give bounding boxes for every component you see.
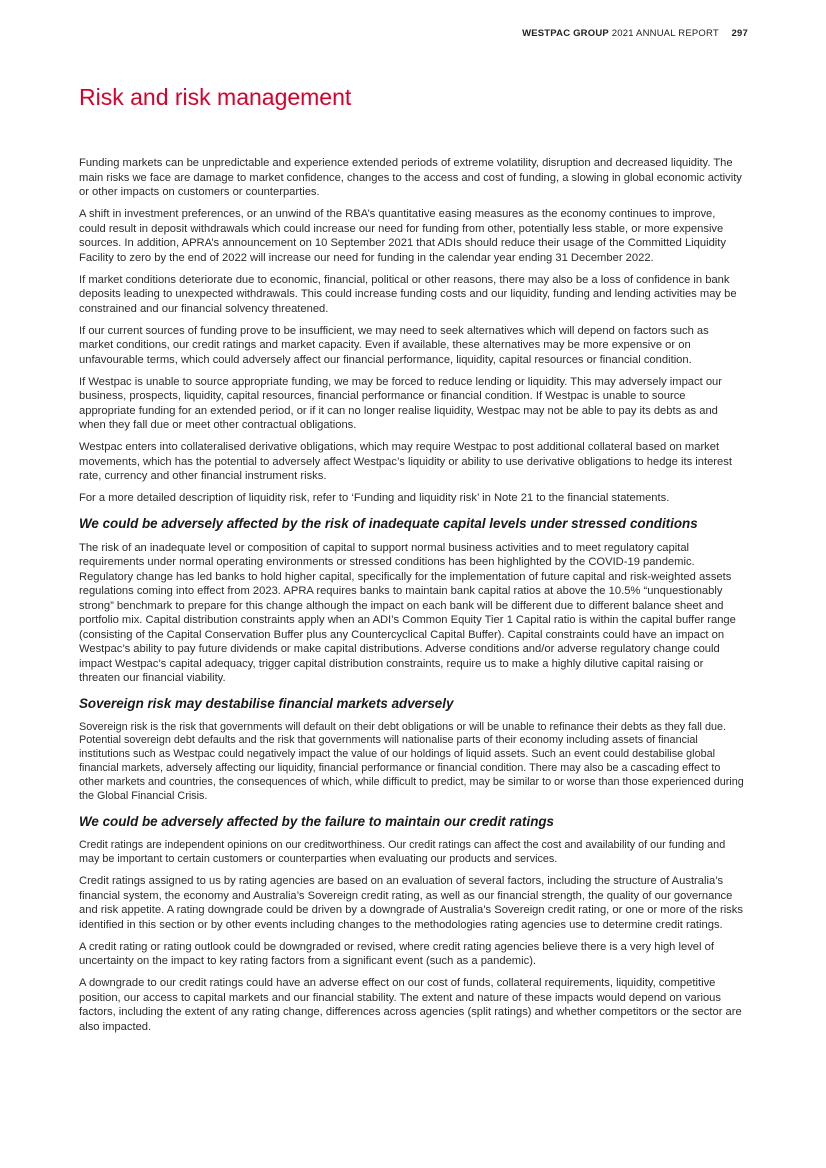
page-title: Risk and risk management [79,84,352,110]
header-report-title: 2021 ANNUAL REPORT [611,28,719,39]
paragraph: If market conditions deteriorate due to economic, financial, political or other reasons, there may also be a loss of confidence in bank deposits leading to unexpected withdrawals. This could increase funding costs and our liquidity, funding and lending activities may be constrained and our financial solvency threatened. [79,273,737,315]
paragraph: Sovereign risk is the risk that governments will default on their debt obligations or will be unable to refinance their debts as they fall due. Potential sovereign debt defaults and the risk that governments will nationalise parts of their economy including assets of financial institutions such as Westpac could negatively impact the value of our holdings of liquid assets. Such an event could destabilise global financial markets, adversely affecting our liquidity, financial performance or financial condition. There may also be a cascading effect to other markets and countries, the consequences of which, while difficult to predict, may be similar to or worse than those experienced during the Global Financial Crisis. [79,720,744,803]
document-body [79,156,745,1042]
paragraph: If Westpac is unable to source appropriate funding, we may be forced to reduce lending or liquidity. This may adversely impact our business, prospects, liquidity, capital resources, financial performance or financial condition. If Westpac is unable to source appropriate funding for an extended period, or if it can no longer realise liquidity, Westpac may not be able to pay its debts as and when they fall due or meet other contractual obligations. [79,375,722,431]
header-brand: WESTPAC GROUP [522,28,609,39]
paragraph: If our current sources of funding prove to be insufficient, we may need to seek alternatives which will depend on factors such as market conditions, our credit ratings and market capacity. Even if available, these alternatives may be more expensive or on unfavourable terms, which could adversely affect our financial performance, liquidity, capital resources or financial condition. [79,324,709,366]
section-heading: We could be adversely affected by the failure to maintain our credit ratings [79,813,554,829]
paragraph: A shift in investment preferences, or an unwind of the RBA’s quantitative easing measures as the economy continues to improve, could result in deposit withdrawals which could increase our need for funding from other, potentially less stable, or more expensive sources. In addition, APRA’s announcement on 10 September 2021 that ADIs should reduce their usage of the Committed Liquidity Facility to zero by the end of 2022 will increase our need for funding in the calendar year ending 31 December 2022. [79,208,726,264]
paragraph: The risk of an inadequate level or composition of capital to support normal business activities and to meet regulatory capital requirements under normal operating environments or stressed conditions has been highlighted by the COVID-19 pandemic. Regulatory change has led banks to hold higher capital, specifically for the implementation of future capital and risk-weighted assets regulations coming into effect from 2023. APRA requires banks to maintain bank capital ratios at above the 10.5% “unquestionably strong” benchmark to prepare for this change although the impact on each bank will be different due to different balance sheet and portfolio mix. Capital distribution constraints apply when an ADI’s Common Equity Tier 1 Capital ratio is within the capital buffer range (consisting of the Capital Conservation Buffer plus any Countercyclical Capital Buffer). Capital constraints could have an impact on Westpac’s ability to pay future dividends or make capital distributions. Adverse conditions and/or adverse regulatory change could impact Westpac’s capital adequacy, trigger capital distribution constraints, require us to make a highly dilutive capital raising or threaten our financial viability. [79,541,736,684]
section-heading: We could be adversely affected by the risk of inadequate capital levels under stressed conditions [79,515,698,531]
page-header [522,28,748,39]
paragraph: Credit ratings are independent opinions on our creditworthiness. Our credit ratings can affect the cost and availability of our funding and may be important to certain customers or counterparties when evaluating our products and services. [79,838,726,865]
credit-ratings-section [79,814,745,1034]
paragraph: Westpac enters into collateralised derivative obligations, which may require Westpac to post additional collateral based on market movements, which has the potential to adversely affect Westpac’s liquidity or ability to use derivative obligations to hedge its interest rate, currency and other financial instrument risks. [79,441,732,482]
paragraph: For a more detailed description of liquidity risk, refer to ‘Funding and liquidity risk’ in Note 21 to the financial statements. [79,492,670,504]
paragraph: A downgrade to our credit ratings could have an adverse effect on our cost of funds, collateral requirements, liquidity, competitive position, our access to capital markets and our financial stability. The extent and nature of these impacts would depend on various factors, including the extent of any rating change, differences across agencies (split ratings) and whether competitors or the sector are also impacted. [79,977,742,1033]
paragraph: Funding markets can be unpredictable and experience extended periods of extreme volatility, disruption and decreased liquidity. The main risks we face are damage to market confidence, changes to the access and cost of funding, a slowing in global economic activity or other impacts on customers or counterparties. [79,157,742,198]
page-number: 297 [731,28,748,39]
sovereign-section [79,696,745,804]
paragraph: A credit rating or rating outlook could be downgraded or revised, where credit rating agencies believe there is a very high level of uncertainty on the impact to key rating factors from a significant event (such as a pandemic). [79,940,714,968]
paragraph: Credit ratings assigned to us by rating agencies are based on an evaluation of several factors, including the structure of Australia’s financial system, the economy and Australia’s Sovereign credit rating, as well as our financial strength, the quality of our governance and risk appetite. A rating downgrade could be driven by a downgrade of Australia’s Sovereign credit rating, or one or more of the risks identified in this section or by other events including changes to the methodologies rating agencies use to determine credit ratings. [79,875,743,931]
liquidity-section [79,156,745,506]
capital-section [79,516,745,686]
section-heading: Sovereign risk may destabilise financial markets adversely [79,695,454,711]
